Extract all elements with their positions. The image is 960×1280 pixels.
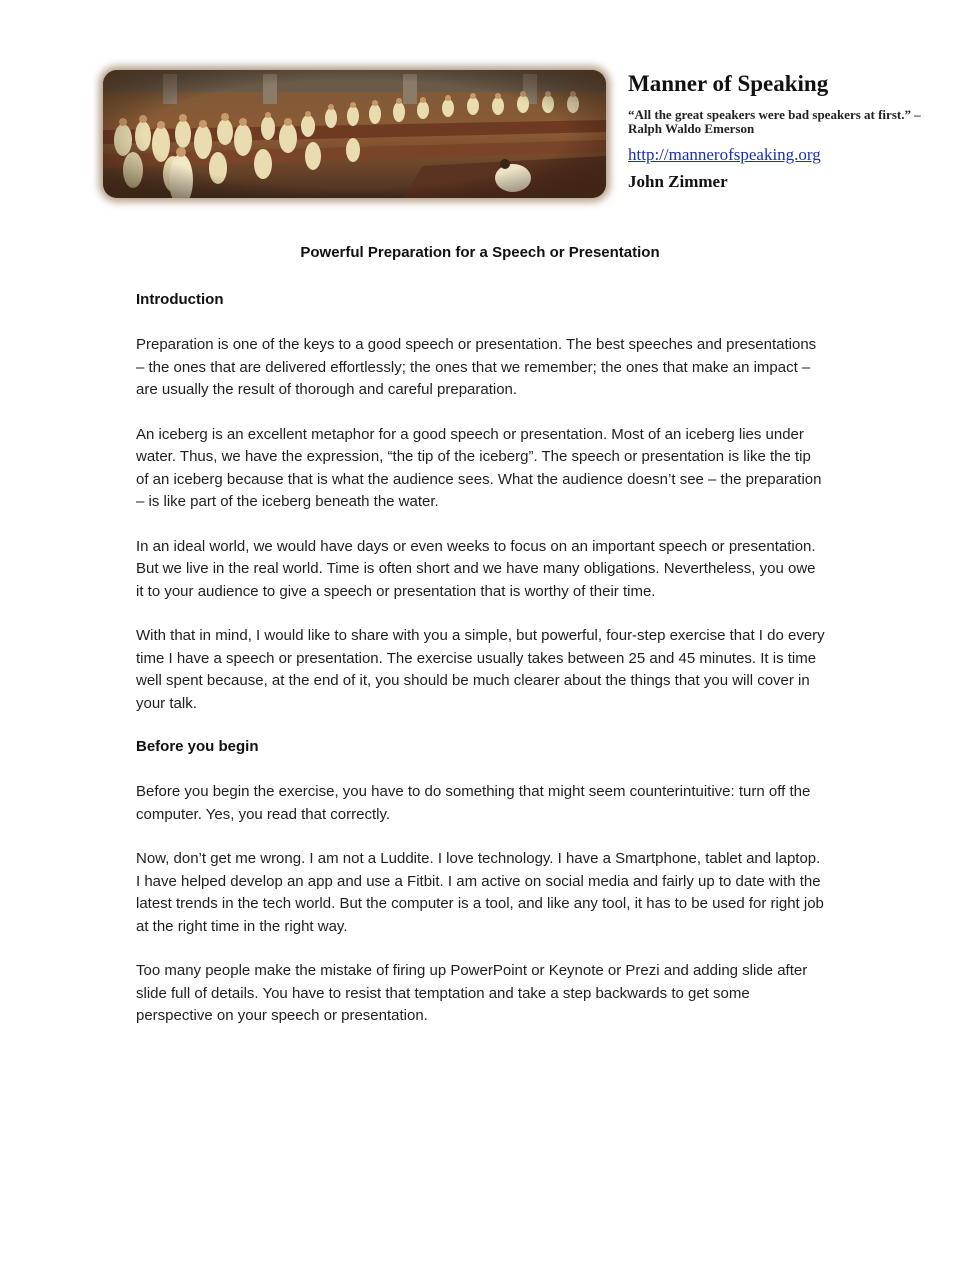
- senate-painting-illustration: [103, 70, 606, 198]
- paragraph: Preparation is one of the keys to a good speech or presentation. The best speeches and presentations – the ones that are delivered effortlessly; the ones that we remember; the ones that make an impact – are usually the result of thorough and careful preparation.: [136, 336, 817, 398]
- document-title: Powerful Preparation for a Speech or Presentation: [300, 244, 660, 261]
- emerson-quote: “All the great speakers were bad speakers at first.” – Ralph Waldo Emerson: [628, 107, 921, 136]
- document-body: [136, 290, 826, 1028]
- paragraph: Before you begin the exercise, you have to do something that might seem counterintuitive: turn off the computer. Yes, you read that correctly.: [136, 783, 811, 823]
- paragraph: With that in mind, I would like to share with you a simple, but powerful, four-step exercise that I do every time I have a speech or presentation. The exercise usually takes between 25 and 45 minutes. It is time well spent because, at the end of it, you should be much clearer about the things that you will cover in your talk.: [136, 627, 825, 712]
- header-banner-image: [103, 70, 606, 198]
- paragraph: An iceberg is an excellent metaphor for a good speech or presentation. Most of an iceberg lies under water. Thus, we have the expression, “the tip of the iceberg”. The speech or presentation is like the tip of an iceberg because that is what the audience sees. What the audience doesn’t see – the preparation – is like part of the iceberg beneath the water.: [136, 425, 822, 510]
- paragraph: Now, don’t get me wrong. I am not a Luddite. I love technology. I have a Smartphone, tablet and laptop. I have helped develop an app and use a Fitbit. I am active on social media and fairly up to date with the latest trends in the tech world. But the computer is a tool, and like any tool, it has to be used for right job at the right time in the right way.: [136, 850, 824, 935]
- paragraph: In an ideal world, we would have days or even weeks to focus on an important speech or presentation. But we live in the real world. Time is often short and we have many obligations. Nevertheless, you owe it to your audience to give a speech or presentation that is worthy of their time.: [136, 537, 816, 600]
- section-heading-introduction: Introduction: [136, 291, 224, 308]
- section-heading-before-you-begin: Before you begin: [136, 738, 259, 755]
- website-link[interactable]: http://mannerofspeaking.org: [628, 145, 821, 164]
- paragraph: Too many people make the mistake of firing up PowerPoint or Keynote or Prezi and adding slide after slide full of details. You have to resist that temptation and take a step backwards to get some perspective on your speech or presentation.: [136, 962, 808, 1024]
- site-title: Manner of Speaking: [628, 71, 829, 96]
- masthead: [628, 70, 928, 192]
- author-name: John Zimmer: [628, 172, 728, 191]
